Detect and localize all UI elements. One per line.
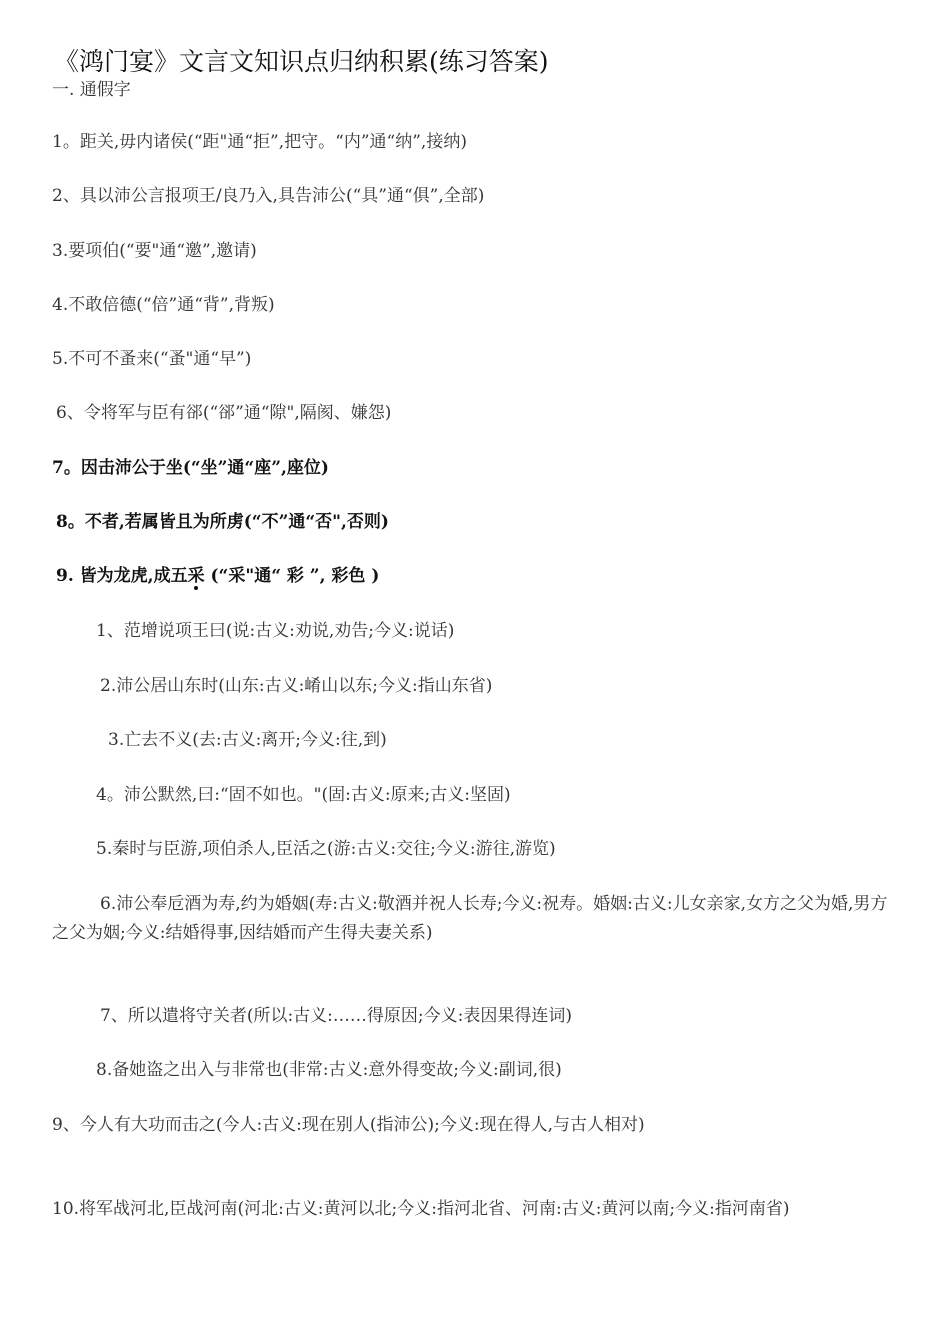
list-item: 6、令将军与臣有郤(“郤”通“隙",隔阂、嫌怨) bbox=[56, 403, 392, 423]
list-item: 2.沛公居山东时(山东:古义:崤山以东;今义:指山东省) bbox=[100, 676, 493, 696]
list-item: 4。沛公默然,曰:“固不如也。"(固:古义:原来;古义:坚固) bbox=[96, 785, 511, 805]
item9-prefix: 9. 皆为龙虎,成五 bbox=[56, 566, 188, 586]
section-heading: 一. 通假字 bbox=[52, 80, 131, 100]
list-item: 7、所以遣将守关者(所以:古义:……得原因;今义:表因果得连词) bbox=[100, 1006, 572, 1026]
list-item: 7。因击沛公于坐(“坐”通“座”,座位) bbox=[52, 458, 329, 478]
list-item: 5.不可不蚤来(“蚤"通“早”) bbox=[52, 349, 252, 369]
emphasized-char: 采 bbox=[187, 566, 205, 586]
list-item: 1、范增说项王曰(说:古义:劝说,劝告;今义:说话) bbox=[96, 621, 455, 641]
list-item: 8.备她盗之出入与非常也(非常:古义:意外得变故;今义:副词,很) bbox=[96, 1060, 562, 1080]
document-title: 《鸿门宴》文言文知识点归纳积累(练习答案) bbox=[54, 47, 549, 76]
list-item: 1。距关,毋内诸侯(“距"通“拒”,把守。“内”通“纳”,接纳) bbox=[52, 132, 467, 152]
list-item: 6.沛公奉卮酒为寿,约为婚姻(寿:古义:敬酒并祝人长寿;今义:祝寿。婚姻:古义:儿女亲家,女方之父为婚,男方之父为姻;今义:结婚得事,因结婚而产生得夫妻关系) bbox=[52, 894, 888, 943]
list-item: 8。不者,若属皆且为所虏(“不”通“否",否则) bbox=[56, 512, 389, 532]
list-item: 2、具以沛公言报项王/良乃入,具告沛公(“具”通“俱”,全部) bbox=[52, 186, 485, 206]
list-item: 5.秦时与臣游,项伯杀人,臣活之(游:古义:交往;今义:游往,游览) bbox=[96, 839, 556, 859]
list-item: 9、今人有大功而击之(今人:古义:现在别人(指沛公);今义:现在得人,与古人相对) bbox=[52, 1115, 645, 1135]
list-item-9 bbox=[56, 562, 379, 590]
list-item: 10.将军战河北,臣战河南(河北:古义:黄河以北;今义:指河北省、河南:古义:黄河以南;今义:指河南省) bbox=[52, 1199, 790, 1219]
item9-suffix: (“采"通“ 彩 ”, 彩色 ) bbox=[204, 566, 380, 586]
list-item: 4.不敢倍德(“倍”通“背”,背叛) bbox=[52, 295, 275, 315]
list-item: 3.要项伯(“要"通“邀”,邀请) bbox=[52, 241, 257, 261]
list-item: 3.亡去不义(去:古义:离开;今义:往,到) bbox=[108, 730, 387, 750]
